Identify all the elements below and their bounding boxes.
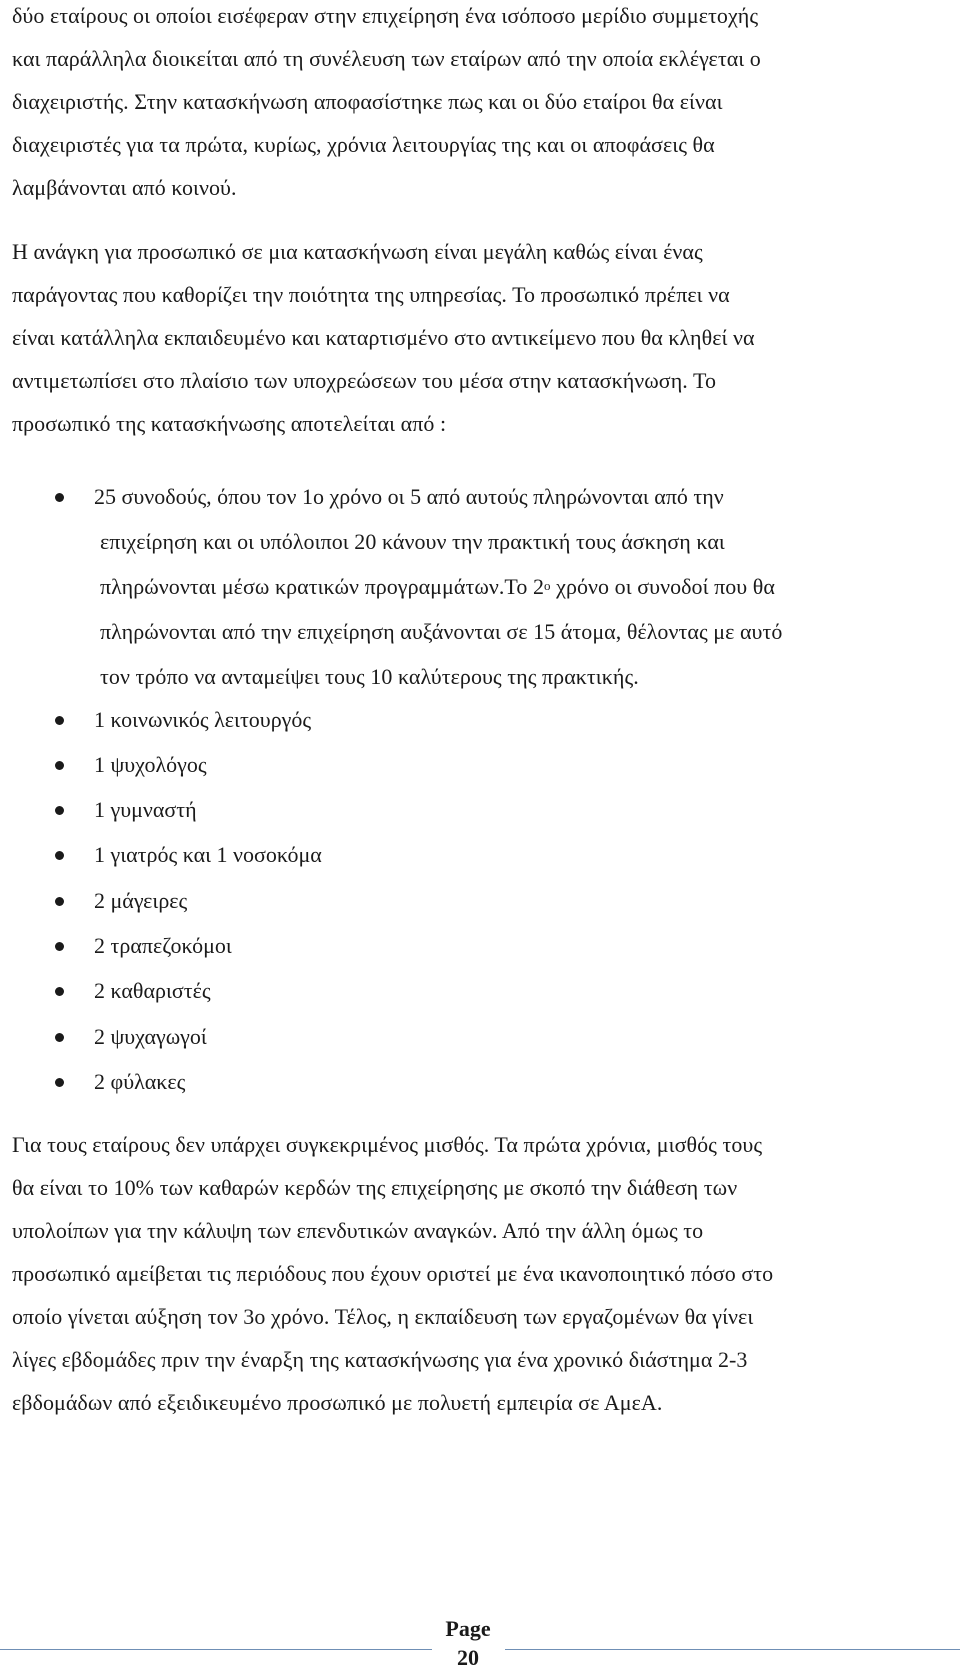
staff-line-5: προσωπικό της κατασκήνωσης αποτελείται από : <box>12 411 447 436</box>
salary-line-2: θα είναι το 10% των καθαρών κερδών της επιχείρησης με σκοπό την διάθεση των <box>12 1175 738 1200</box>
intro-line-3: διαχειριστής. Στην κατασκήνωση αποφασίστηκε πως και οι δύο εταίροι θα είναι <box>12 89 723 114</box>
bullet-icon <box>55 1078 64 1087</box>
bullet-icon <box>55 493 64 502</box>
list-item: 1 κοινωνικός λειτουργός <box>94 707 312 732</box>
bullet-icon <box>55 761 64 770</box>
salary-line-7: εβδομάδων από εξειδικευμένο προσωπικό με πολυετή εμπειρία σε ΑμεΑ. <box>12 1390 663 1415</box>
salary-line-5: οποίο γίνεται αύξηση τον 3ο χρόνο. Τέλος, η εκπαίδευση των εργαζομένων θα γίνει <box>12 1304 754 1329</box>
list-item: 1 γυμναστή <box>94 797 197 822</box>
list-item: 2 τραπεζοκόμοι <box>94 933 232 958</box>
bullet-icon <box>55 942 64 951</box>
superscript-o: ο <box>544 578 551 593</box>
salary-line-6: λίγες εβδομάδες πριν την έναρξη της κατασκήνωσης για ένα χρονικό διάστημα 2-3 <box>12 1347 748 1372</box>
staff-line-2: παράγοντας που καθορίζει την ποιότητα της υπηρεσίας. Το προσωπικό πρέπει να <box>12 282 730 307</box>
list-item-1-line-5: τον τρόπο να ανταμείψει τους 10 καλύτερους της πρακτικής. <box>100 664 639 689</box>
staff-line-3: είναι κατάλληλα εκπαιδευμένο και καταρτισμένο στο αντικείμενο που θα κληθεί να <box>12 325 755 350</box>
staff-line-4: αντιμετωπίσει στο πλαίσιο των υποχρεώσεων του μέσα στην κατασκήνωση. Το <box>12 368 716 393</box>
salary-line-3: υπολοίπων για την κάλυψη των επενδυτικών αναγκών. Από την άλλη όμως το <box>12 1218 704 1243</box>
footer-rule-left <box>0 1649 432 1650</box>
list-item-1-line-1: 25 συνοδούς, όπου τον 1ο χρόνο οι 5 από αυτούς πληρώνονται από την <box>94 484 724 509</box>
bullet-icon <box>55 851 64 860</box>
intro-line-5: λαμβάνονται από κοινού. <box>12 175 237 200</box>
list-item: 1 γιατρός και 1 νοσοκόμα <box>94 842 322 867</box>
footer-rule-right <box>505 1649 960 1650</box>
bullet-icon <box>55 1033 64 1042</box>
intro-line-4: διαχειριστές για τα πρώτα, κυρίως, χρόνια λειτουργίας της και οι αποφάσεις θα <box>12 132 715 157</box>
list-item-1-line-4: πληρώνονται από την επιχείρηση αυξάνονται σε 15 άτομα, θέλοντας με αυτό <box>100 619 783 644</box>
bullet-icon <box>55 897 64 906</box>
bullet-icon <box>55 716 64 725</box>
bullet-icon <box>55 987 64 996</box>
list-item: 1 ψυχολόγος <box>94 752 207 777</box>
bullet-icon <box>55 806 64 815</box>
page-label: Page <box>445 1616 491 1641</box>
list-item: 2 μάγειρες <box>94 888 188 913</box>
salary-line-4: προσωπικό αμείβεται τις περιόδους που έχουν οριστεί με ένα ικανοποιητικό πόσο στο <box>12 1261 774 1286</box>
list-item: 2 φύλακες <box>94 1069 186 1094</box>
salary-line-1: Για τους εταίρους δεν υπάρχει συγκεκριμένος μισθός. Τα πρώτα χρόνια, μισθός τους <box>12 1132 763 1157</box>
list-item: 2 καθαριστές <box>94 978 211 1003</box>
staff-line-1: Η ανάγκη για προσωπικό σε μια κατασκήνωση είναι μεγάλη καθώς είναι ένας <box>12 239 703 264</box>
intro-line-2: και παράλληλα διοικείται από τη συνέλευση των εταίρων από την οποία εκλέγεται ο <box>12 46 761 71</box>
page-number: 20 <box>457 1645 479 1670</box>
list-item: 2 ψυχαγωγοί <box>94 1024 207 1049</box>
list-item-1-line-2: επιχείρηση και οι υπόλοιποι 20 κάνουν την πρακτική τους άσκηση και <box>100 529 725 554</box>
list-item-1-line-3: πληρώνονται μέσω κρατικών προγραμμάτων.Το $2^o$ χρόνο οι συνοδοί που θα <box>100 574 775 599</box>
intro-line-1: δύο εταίρους οι οποίοι εισέφεραν στην επιχείρηση ένα ισόποσο μερίδιο συμμετοχής <box>12 3 759 28</box>
